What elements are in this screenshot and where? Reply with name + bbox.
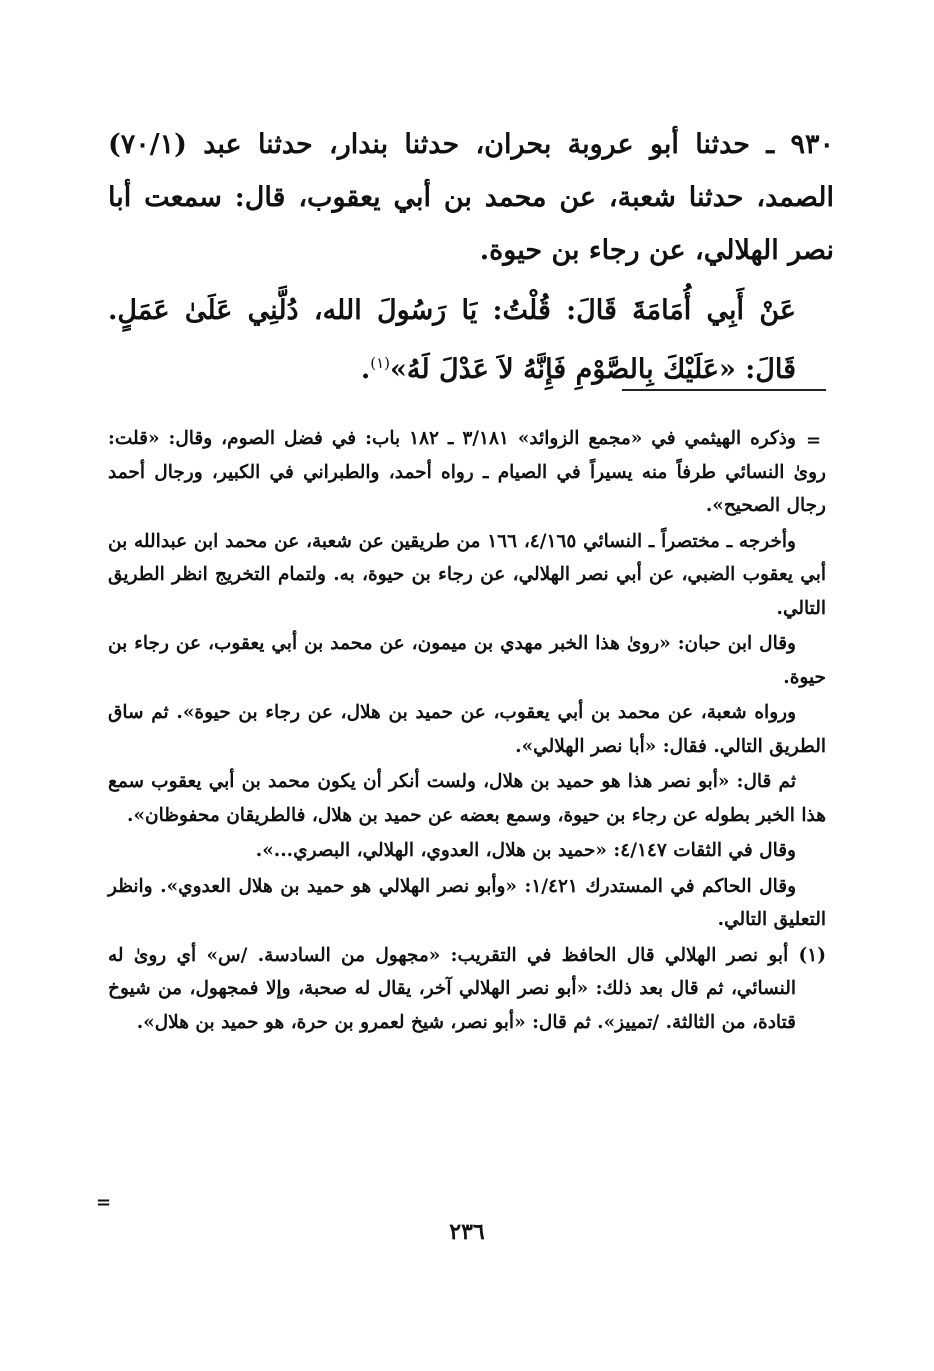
hadith-isnad: ٩٣٠ ـ حدثنا أبو عروبة بحران، حدثنا بندار، حدثنا عبد (٧٠/١) الصمد، حدثنا شعبة، عن محمد بن أبي يعقوب، قال: سمعت أبا نصر الهلالي، عن رجاء بن حيوة. bbox=[108, 129, 834, 266]
hadith-section bbox=[108, 118, 834, 396]
note-paragraph: وقال الحاكم في المستدرك ١/٤٢١: «وأبو نصر الهلالي هو حميد بن هلال العدوي». وانظر التعليق التالي. bbox=[108, 875, 826, 930]
footnotes-section bbox=[108, 422, 826, 1041]
note-paragraph: وأخرجه ـ مختصراً ـ النسائي ٤/١٦٥، ١٦٦ من طريقين عن شعبة، عن محمد ابن عبدالله بن أبي يعقوب الضبي، عن أبي نصر الهلالي، عن رجاء بن حيوة، به. ولتمام التخريج انظر الطريق التالي. bbox=[108, 530, 826, 619]
hadith-answer: «عَلَيْكَ بِالصَّوْمِ فَإِنَّهُ لاَ عَدْلَ لَهُ» bbox=[390, 354, 736, 385]
footnote-1: (١) أبو نصر الهلالي قال الحافظ في التقريب: «مجهول من السادسة. /س» أي روىٰ له النسائي، ثم قال بعد ذلك: «أبو نصر الهلالي آخر، يقال له صحبة، وإلا فمجهول، من شيوخ قتادة، من الثالثة. /تمييز». ثم قال: «أبو نصر، شيخ لعمرو بن حرة، هو حميد بن هلال». bbox=[108, 944, 826, 1033]
note-paragraph: وقال في الثقات ٤/١٤٧: «حميد بن هلال، العدوي، الهلالي، البصري...». bbox=[255, 840, 796, 861]
note-paragraph: ثم قال: «أبو نصر هذا هو حميد بن هلال، ولست أنكر أن يكون محمد بن أبي يعقوب سمع هذا الخبر بطوله عن رجاء بن حيوة، وسمع بعضه عن حميد بن هلال، فالطريقان محفوظان». bbox=[108, 771, 826, 826]
hadith-matn bbox=[108, 285, 834, 396]
page-number: ٢٣٦ bbox=[449, 1219, 485, 1245]
hadith-end-mark: . bbox=[360, 354, 371, 385]
continuation-marker-top: = bbox=[806, 430, 822, 451]
continuation-marker-bottom: = bbox=[96, 1192, 112, 1213]
note-paragraph: وقال ابن حبان: «روىٰ هذا الخبر مهدي بن ميمون، عن محمد بن أبي يعقوب، عن رجاء بن حيوة. bbox=[108, 633, 826, 688]
note-paragraph: ورواه شعبة، عن محمد بن أبي يعقوب، عن حميد بن هلال، عن رجاء بن حيوة». ثم ساق الطريق التالي. فقال: «أبا نصر الهلالي». bbox=[108, 702, 826, 757]
hadith-question: عَنْ أَبِي أُمَامَةَ قَالَ: قُلْتُ: يَا رَسُولَ الله، دُلَّنِي عَلَىٰ عَمَلٍ. قَالَ: bbox=[108, 295, 796, 385]
footnote-reference: (١) bbox=[370, 354, 390, 372]
note-paragraph: وذكره الهيثمي في «مجمع الزوائد» ٣/١٨١ ـ ١٨٢ باب: في فضل الصوم، وقال: «قلت: روىٰ النسائي طرفاً منه يسيراً في الصيام ـ رواه أحمد، والطبراني في الكبير، ورجال أحمد رجال الصحيح». bbox=[108, 428, 826, 516]
footnote-separator bbox=[622, 389, 826, 391]
